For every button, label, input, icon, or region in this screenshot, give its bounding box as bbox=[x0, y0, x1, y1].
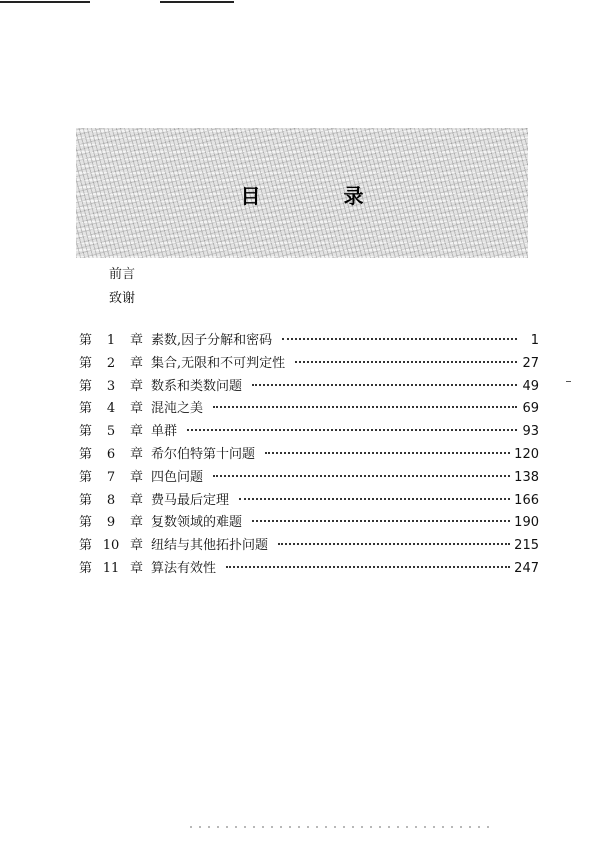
chapter-title: 单群 bbox=[151, 424, 178, 440]
chapter-title: 数系和类数问题 bbox=[151, 378, 243, 394]
page-number: 166 bbox=[514, 492, 539, 508]
toc-entry-chapter-1[interactable] bbox=[79, 330, 539, 353]
chapter-prefix: 第 bbox=[79, 355, 93, 371]
dot-leader bbox=[252, 520, 510, 522]
chapter-label bbox=[79, 376, 151, 399]
chapter-label bbox=[79, 353, 151, 376]
toc-entry-chapter-3[interactable] bbox=[79, 376, 539, 399]
chapter-suffix: 章 bbox=[129, 560, 143, 576]
dot-leader bbox=[239, 498, 510, 500]
chapter-number: 10 bbox=[102, 538, 120, 554]
chapter-prefix: 第 bbox=[79, 492, 93, 508]
page-number: 247 bbox=[514, 560, 539, 576]
toc-entry-chapter-2[interactable] bbox=[79, 353, 539, 376]
chapter-number: 2 bbox=[106, 355, 116, 371]
toc-entry-chapter-10[interactable] bbox=[79, 535, 539, 558]
chapter-prefix: 第 bbox=[79, 333, 93, 348]
top-rule-right bbox=[160, 1, 234, 3]
chapter-prefix: 第 bbox=[79, 378, 93, 394]
chapter-number: 3 bbox=[106, 378, 116, 394]
toc-entry-chapter-7[interactable] bbox=[79, 467, 539, 490]
dot-leader bbox=[265, 452, 510, 454]
chapter-label bbox=[79, 421, 151, 444]
chapter-suffix: 章 bbox=[129, 333, 143, 348]
page-number: 120 bbox=[514, 446, 539, 462]
chapter-number: 7 bbox=[106, 469, 116, 485]
chapter-suffix: 章 bbox=[129, 355, 143, 371]
dot-leader bbox=[278, 543, 510, 545]
chapter-number: 4 bbox=[106, 401, 116, 417]
chapter-title: 算法有效性 bbox=[151, 560, 217, 576]
chapter-number: 8 bbox=[106, 492, 116, 508]
page-number: 190 bbox=[514, 515, 539, 531]
chapter-title: 混沌之美 bbox=[151, 401, 204, 417]
page-number: 27 bbox=[522, 355, 539, 371]
dot-leader bbox=[213, 475, 510, 477]
chapter-label bbox=[79, 512, 151, 535]
chapter-title: 素数,因子分解和密码 bbox=[151, 333, 273, 348]
toc-entry-chapter-5[interactable] bbox=[79, 421, 539, 444]
chapter-prefix: 第 bbox=[79, 560, 93, 576]
chapter-suffix: 章 bbox=[129, 446, 143, 462]
chapter-prefix: 第 bbox=[79, 515, 93, 531]
page-number: 138 bbox=[514, 469, 539, 485]
chapter-label bbox=[79, 558, 151, 581]
chapter-title: 集合,无限和不可判定性 bbox=[151, 355, 286, 371]
scan-mark bbox=[566, 381, 571, 382]
chapter-label bbox=[79, 490, 151, 513]
chapter-suffix: 章 bbox=[129, 469, 143, 485]
chapter-prefix: 第 bbox=[79, 538, 93, 554]
chapter-number: 5 bbox=[106, 424, 116, 440]
chapter-title: 希尔伯特第十问题 bbox=[151, 446, 256, 462]
chapter-number: 9 bbox=[106, 515, 116, 531]
chapter-title: 纽结与其他拓扑问题 bbox=[151, 538, 269, 554]
chapter-number: 11 bbox=[102, 560, 120, 576]
front-matter-acknowledgements[interactable]: 致谢 bbox=[109, 291, 136, 306]
dot-leader bbox=[187, 429, 517, 431]
chapter-prefix: 第 bbox=[79, 446, 93, 462]
chapter-number: 1 bbox=[106, 333, 116, 348]
chapter-prefix: 第 bbox=[79, 401, 93, 417]
toc-entry-chapter-9[interactable] bbox=[79, 512, 539, 535]
front-matter-preface[interactable]: 前言 bbox=[109, 267, 136, 282]
toc-entry-chapter-6[interactable] bbox=[79, 444, 539, 467]
toc-entry-chapter-11[interactable] bbox=[79, 558, 539, 581]
page-number: 93 bbox=[522, 424, 539, 440]
chapter-suffix: 章 bbox=[129, 401, 143, 417]
chapter-label bbox=[79, 535, 151, 558]
page-number: 1 bbox=[530, 333, 539, 348]
chapter-prefix: 第 bbox=[79, 424, 93, 440]
dot-leader bbox=[213, 406, 517, 408]
chapter-title: 四色问题 bbox=[151, 469, 204, 485]
chapter-suffix: 章 bbox=[129, 515, 143, 531]
chapter-title: 费马最后定理 bbox=[151, 492, 230, 508]
dot-leader bbox=[226, 566, 510, 568]
chapter-suffix: 章 bbox=[129, 538, 143, 554]
page-number: 49 bbox=[522, 378, 539, 394]
chapter-suffix: 章 bbox=[129, 492, 143, 508]
dot-leader bbox=[252, 384, 517, 386]
page-number: 215 bbox=[514, 538, 539, 554]
chapter-label bbox=[79, 398, 151, 421]
toc-entry-chapter-4[interactable] bbox=[79, 398, 539, 421]
chapter-suffix: 章 bbox=[129, 424, 143, 440]
chapter-label bbox=[79, 444, 151, 467]
top-rule-left bbox=[0, 1, 90, 3]
chapter-number: 6 bbox=[106, 446, 116, 462]
chapter-suffix: 章 bbox=[129, 378, 143, 394]
chapter-label bbox=[79, 330, 151, 353]
chapter-prefix: 第 bbox=[79, 469, 93, 485]
dot-leader bbox=[295, 361, 517, 363]
page-number: 69 bbox=[522, 401, 539, 417]
title-banner bbox=[76, 128, 528, 258]
chapter-label bbox=[79, 467, 151, 490]
chapter-title: 复数领域的难题 bbox=[151, 515, 243, 531]
front-matter-list bbox=[109, 263, 135, 311]
table-of-contents bbox=[79, 330, 539, 581]
page-title: 目 录 bbox=[240, 184, 402, 208]
scan-noise bbox=[190, 826, 490, 828]
dot-leader bbox=[282, 338, 517, 340]
toc-entry-chapter-8[interactable] bbox=[79, 490, 539, 513]
